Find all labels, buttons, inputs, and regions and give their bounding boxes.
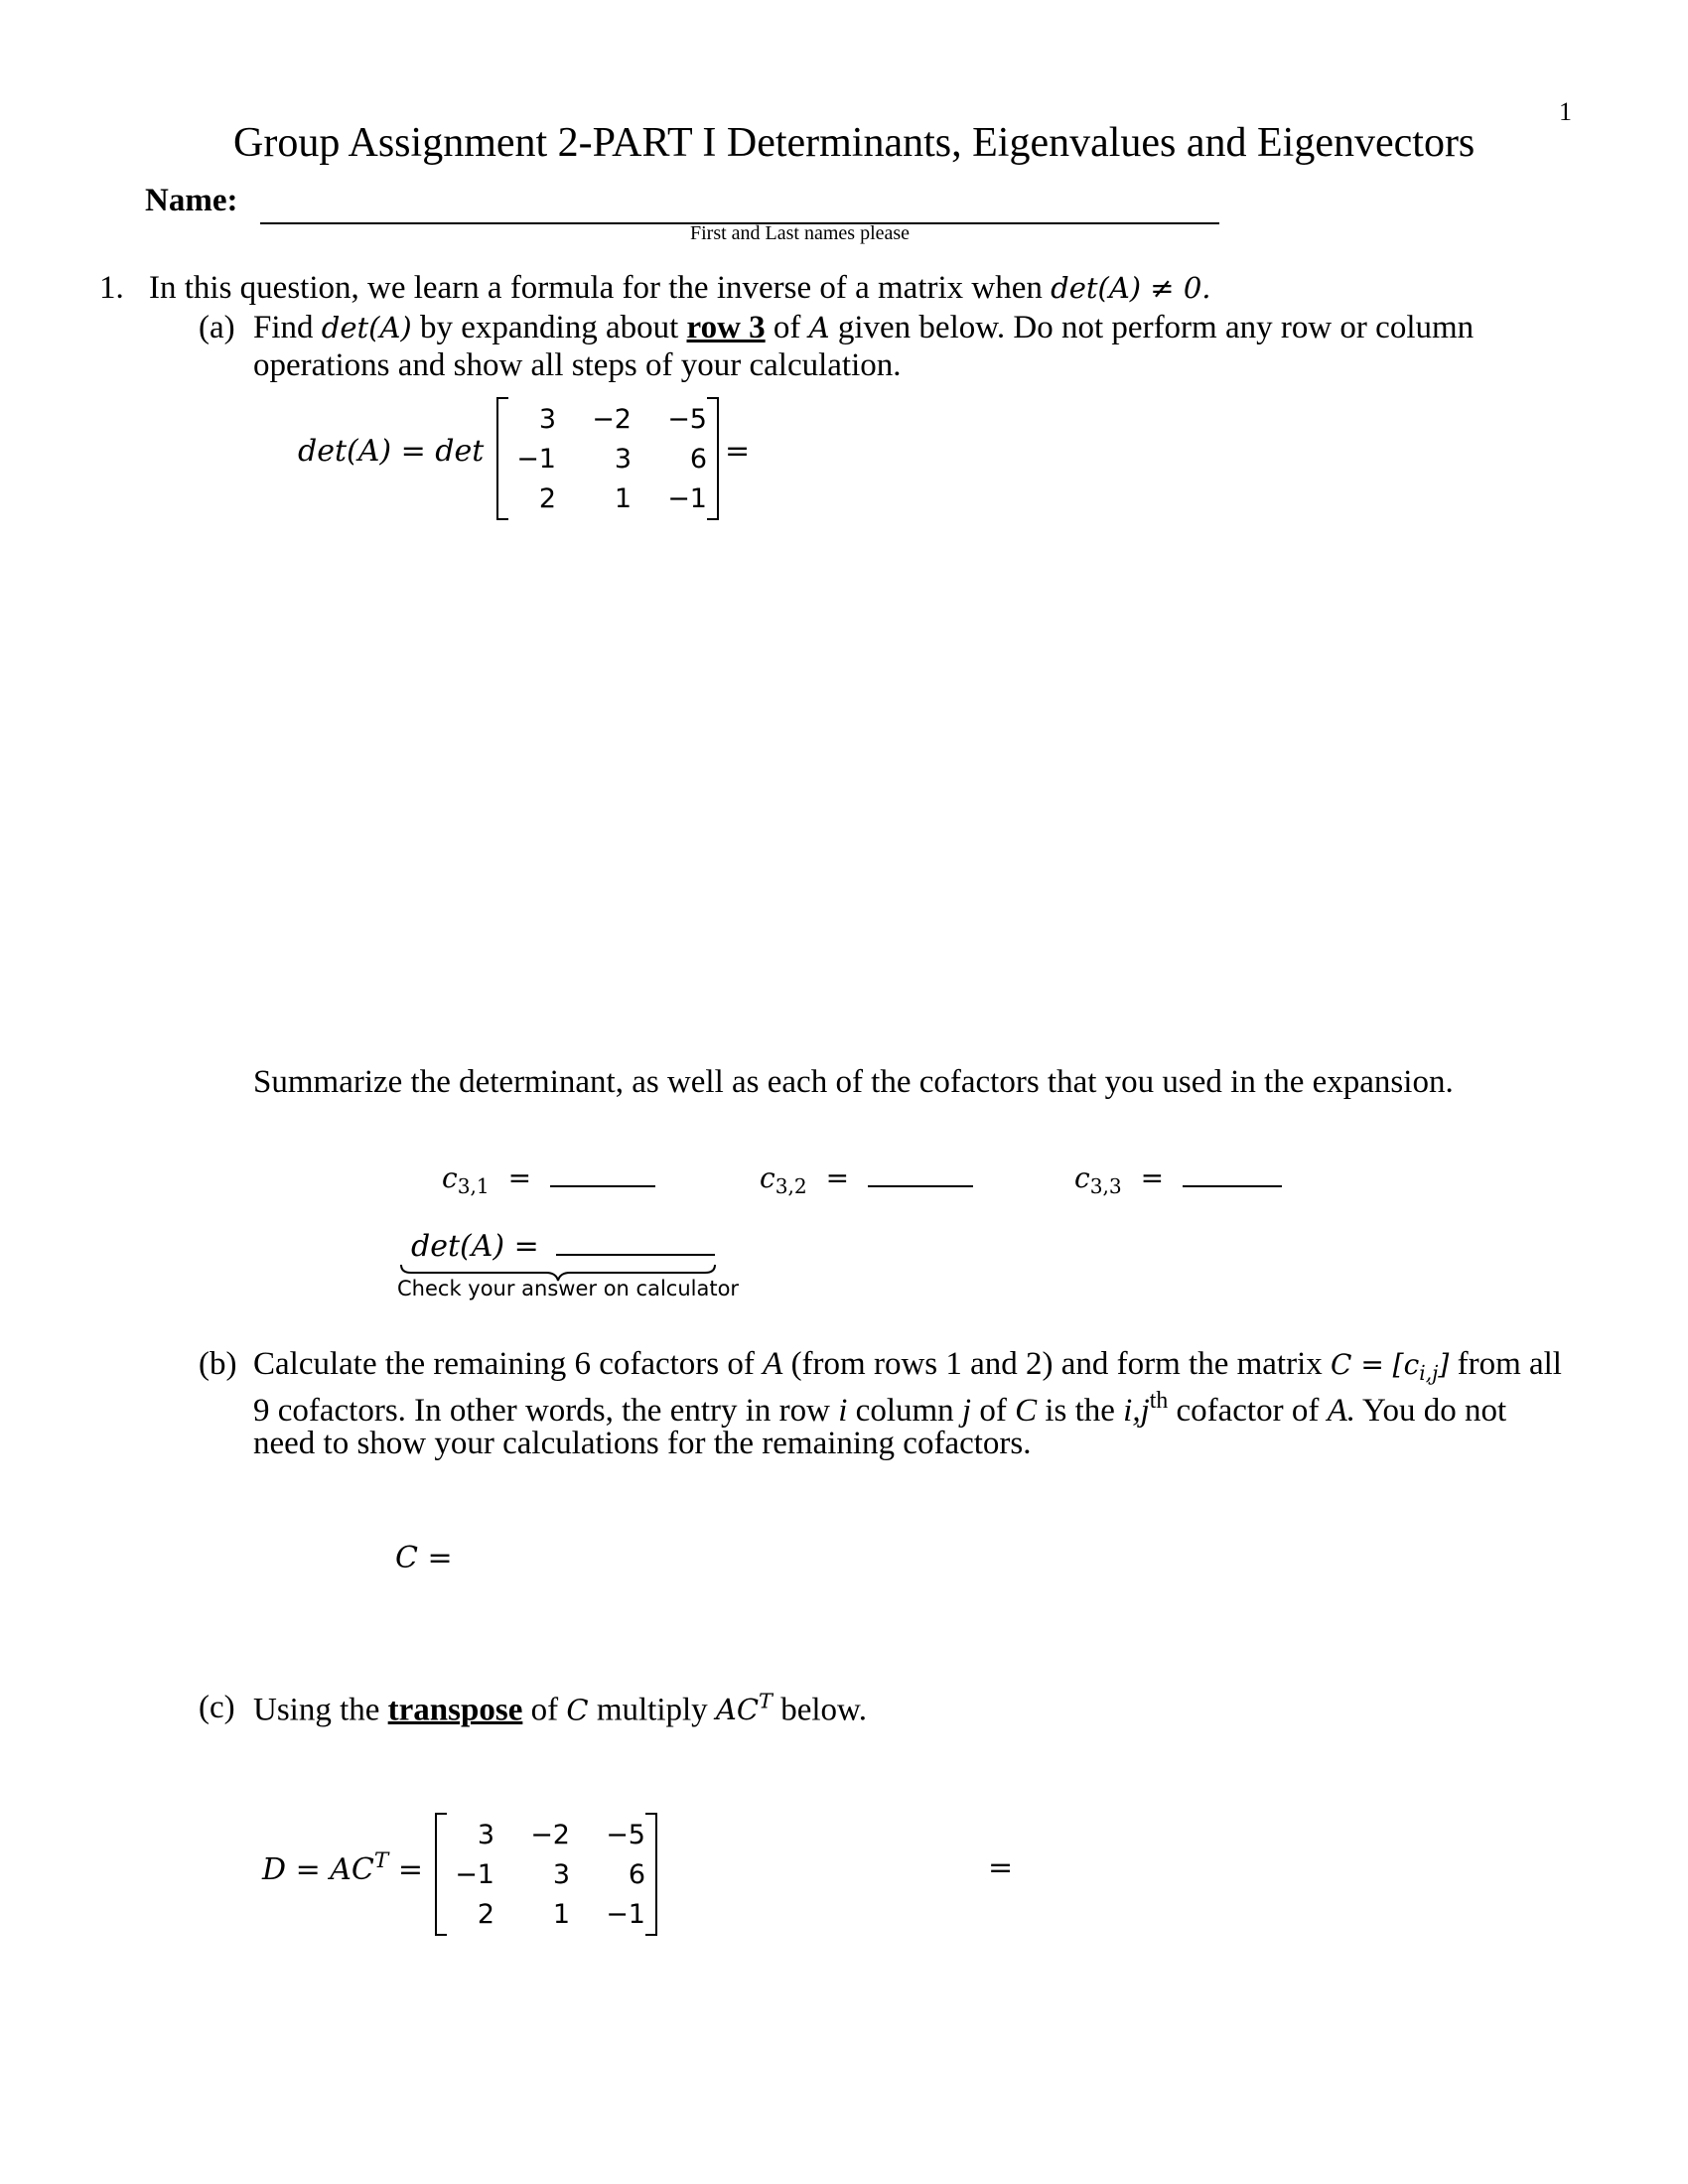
matrix-a-table [504, 399, 715, 518]
q1c-AC: AC [715, 1693, 760, 1727]
matrix-cell: −1 [667, 482, 707, 514]
q1b-text: column [855, 1393, 954, 1430]
cofactor-index: 3,3 [1089, 1174, 1122, 1199]
cofactor-c32 [760, 1161, 973, 1198]
check-note: Check your answer on calculator [397, 1277, 740, 1300]
name-hint: First and Last names please [690, 222, 911, 244]
q1b-j: j [961, 1393, 972, 1430]
D-eq: = [397, 1851, 423, 1887]
matrix-cell: 3 [614, 443, 632, 475]
matrix-cell: −5 [606, 1819, 645, 1850]
q1b-text: You do not [1362, 1393, 1507, 1430]
q1b-A2: A. [1327, 1393, 1355, 1430]
q1c-T: T [759, 1690, 773, 1713]
q1b-label: (b) [199, 1346, 237, 1382]
q1b-text: 9 cofactors. In other words, the entry in row [253, 1393, 830, 1430]
matrix-cell: 3 [538, 403, 556, 435]
q1b-text: Calculate the remaining 6 cofactors of [253, 1346, 755, 1382]
work-area-a[interactable] [253, 536, 1445, 1052]
q1c-label: (c) [199, 1690, 235, 1725]
det-summary-blank[interactable] [556, 1254, 715, 1256]
cofactor-eq: = [507, 1161, 532, 1194]
D-lhs [262, 1848, 423, 1887]
q1b-text: of [979, 1393, 1007, 1430]
q1b-C-sub: i,j [1419, 1361, 1439, 1386]
q1-intro [149, 270, 1211, 307]
matrix-cell: 1 [552, 1898, 570, 1930]
q1c-text: below. [780, 1692, 867, 1728]
matrix-row [504, 478, 715, 518]
matrix-row [504, 439, 715, 478]
matrix-cell: −1 [606, 1898, 645, 1930]
C-equals: C = [395, 1541, 453, 1575]
matrix-cell: −1 [516, 443, 556, 475]
q1-number: 1. [99, 270, 124, 306]
matrix-cell: 1 [614, 482, 632, 514]
matrix-row [504, 399, 715, 439]
q1c-C: C [566, 1693, 589, 1727]
cofactor-c31-blank[interactable] [550, 1185, 655, 1187]
q1a-text: of [773, 310, 801, 345]
matrix-a [496, 397, 719, 520]
product-equals: = [988, 1850, 1014, 1885]
q1a-row-emphasis: row 3 [686, 310, 766, 345]
matrix-cell: 2 [477, 1898, 494, 1930]
q1a-det-math: det(A) [321, 311, 412, 344]
q1c-text: Using the [253, 1692, 380, 1728]
work-area-c[interactable] [665, 1813, 983, 1936]
matrix-a-table [443, 1815, 653, 1934]
matrix-cell: 3 [552, 1858, 570, 1890]
q1c-text: of [530, 1692, 559, 1728]
cofactor-eq: = [1140, 1161, 1165, 1194]
matrix-cell: −1 [455, 1858, 494, 1890]
q1b-C-expr: C = [c [1331, 1348, 1420, 1381]
matrix-cell: 6 [628, 1858, 645, 1890]
summary-instruction: Summarize the determinant, as well as each of the cofactors that you used in the expansion. [253, 1064, 1454, 1100]
q1b-ij: i,j [1123, 1393, 1150, 1430]
cofactor-c33 [1074, 1161, 1282, 1198]
cofactor-index: 3,1 [457, 1174, 490, 1199]
q1c-ACT [715, 1690, 773, 1727]
q1a-text: Find [253, 310, 314, 345]
matrix-row [443, 1815, 653, 1854]
cofactor-c31 [442, 1161, 655, 1198]
q1b-text: (from rows 1 and 2) and form the matrix [790, 1346, 1323, 1382]
D-expr: D = AC [262, 1851, 374, 1887]
q1a-matrix-symbol: A [808, 311, 830, 344]
cofactor-eq: = [825, 1161, 850, 1194]
q1c-line [253, 1690, 867, 1728]
matrix-row [443, 1854, 653, 1894]
q1c-transpose-emphasis: transpose [387, 1692, 523, 1728]
work-area-b[interactable] [467, 1489, 1360, 1668]
det-equals: = [725, 434, 751, 469]
cofactor-symbol: c [760, 1161, 775, 1194]
q1a-line1 [253, 310, 1474, 346]
q1b-i: i [838, 1393, 848, 1430]
matrix-cell: 6 [689, 443, 707, 475]
matrix-cell: −5 [667, 403, 707, 435]
matrix-a-product [435, 1813, 657, 1936]
q1b-C-close: ] [1438, 1348, 1450, 1381]
q1b-A: A [763, 1346, 783, 1382]
page-number: 1 [1559, 97, 1572, 126]
q1-intro-math: det(A) ≠ 0. [1051, 271, 1211, 305]
q1b-text: is the [1045, 1393, 1115, 1430]
q1b-line1 [253, 1346, 1562, 1385]
q1b-text: from all [1457, 1346, 1562, 1382]
det-lhs: det(A) = det [298, 434, 485, 469]
det-summary-label: det(A) = [411, 1229, 539, 1264]
q1b-line3: need to show your calculations for the remaining cofactors. [253, 1426, 1032, 1461]
D-T: T [373, 1848, 389, 1873]
q1a-line2: operations and show all steps of your calculation. [253, 347, 902, 383]
matrix-cell: 3 [477, 1819, 494, 1850]
q1a-text: by expanding about [419, 310, 679, 345]
q1b-th: th [1149, 1388, 1169, 1414]
q1b-C: C [1015, 1393, 1038, 1430]
q1a-text: given below. Do not perform any row or column [837, 310, 1475, 345]
matrix-row [443, 1894, 653, 1934]
cofactor-c33-blank[interactable] [1183, 1185, 1282, 1187]
q1b-C-def [1331, 1348, 1450, 1386]
q1b-line2 [253, 1388, 1506, 1430]
cofactor-symbol: c [1074, 1161, 1090, 1194]
cofactor-c32-blank[interactable] [868, 1185, 973, 1187]
matrix-cell: −2 [530, 1819, 570, 1850]
q1-intro-text: In this question, we learn a formula for the inverse of a matrix when [149, 270, 1043, 306]
matrix-cell: −2 [592, 403, 632, 435]
name-label: Name: [145, 183, 238, 218]
cofactor-index: 3,2 [774, 1174, 807, 1199]
cofactor-symbol: c [442, 1161, 458, 1194]
q1a-label: (a) [199, 310, 235, 345]
q1c-text: multiply [596, 1692, 708, 1728]
matrix-cell: 2 [538, 482, 556, 514]
page-title: Group Assignment 2-PART I Determinants, Eigenvalues and Eigenvectors [233, 120, 1476, 166]
q1b-text: cofactor of [1176, 1393, 1320, 1430]
det-summary [411, 1229, 715, 1264]
